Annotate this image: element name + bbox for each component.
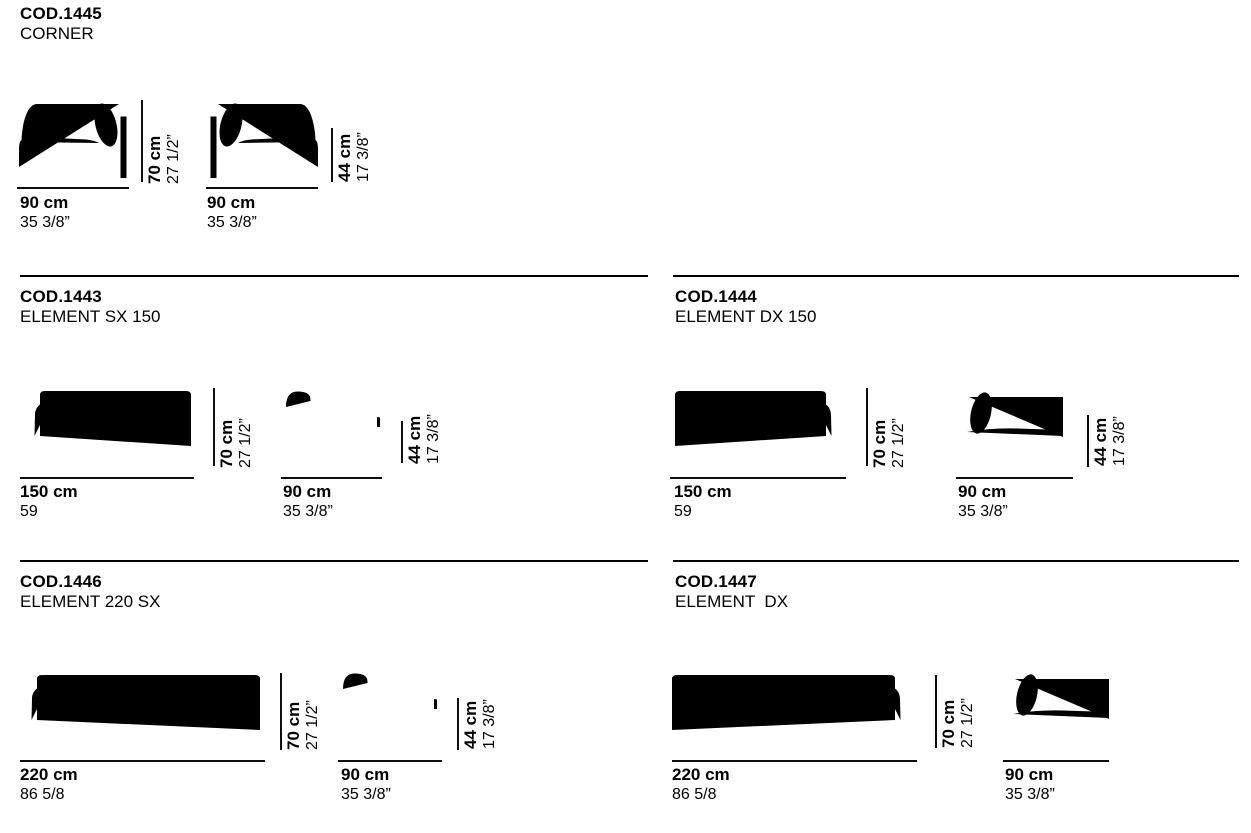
product-name: ELEMENT DX 150 <box>675 307 817 326</box>
width-cm: 150 cm <box>674 482 732 501</box>
width-dimension-line <box>338 760 442 762</box>
height-inches: 17 3/8” <box>1111 416 1128 466</box>
sofa-side-view-drawing <box>338 668 439 750</box>
sofa-corner-front-dx-drawing <box>205 99 321 183</box>
height-cm: 70 cm <box>145 135 164 184</box>
width-dimension-line <box>20 477 194 479</box>
height-dimension-line <box>457 698 459 750</box>
product-name: CORNER <box>20 24 94 43</box>
product-code: COD.1447 <box>675 572 757 591</box>
width-cm: 220 cm <box>20 765 78 784</box>
width-inches: 35 3/8” <box>283 503 333 520</box>
section-header-1446 <box>20 572 160 612</box>
height-inches: 27 1/2” <box>304 700 321 750</box>
height-inches: 17 3/8” <box>481 699 498 749</box>
product-name: ELEMENT DX <box>675 592 789 611</box>
height-dimension-line <box>401 421 403 463</box>
height-cm: 70 cm <box>217 419 236 468</box>
width-dimension-line <box>206 187 318 189</box>
width-dimension-line <box>670 477 846 479</box>
height-inches: 27 1/2” <box>165 134 182 184</box>
width-inches: 59 <box>20 503 38 520</box>
width-dimension-line <box>20 760 265 762</box>
width-dimension-line <box>1003 760 1109 762</box>
product-name: ELEMENT 220 SX <box>20 592 161 611</box>
sofa-side-view-drawing <box>281 386 382 468</box>
width-cm: 90 cm <box>20 193 69 212</box>
height-dimension-line <box>213 388 215 466</box>
width-inches: 59 <box>674 503 692 520</box>
section-header-1447 <box>675 572 788 612</box>
section-divider <box>673 275 1239 277</box>
sofa-corner-front-sx-drawing <box>16 99 132 183</box>
height-cm: 70 cm <box>870 419 889 468</box>
sofa-2seat-front-dx-drawing <box>671 388 845 466</box>
width-inches: 35 3/8” <box>207 214 257 231</box>
width-cm: 90 cm <box>207 193 256 212</box>
width-cm: 220 cm <box>672 765 730 784</box>
height-cm: 70 cm <box>939 699 958 748</box>
section-header-1444 <box>675 287 816 327</box>
height-dimension-line <box>331 128 333 182</box>
sofa-3seat-front-dx-drawing <box>668 672 914 750</box>
product-code: COD.1446 <box>20 572 102 591</box>
width-inches: 86 5/8 <box>20 786 65 803</box>
height-cm: 70 cm <box>284 701 303 750</box>
height-cm: 44 cm <box>1091 417 1110 466</box>
width-cm: 90 cm <box>341 765 390 784</box>
height-inches: 27 1/2” <box>890 418 907 468</box>
height-inches: 17 3/8” <box>355 132 372 182</box>
height-cm: 44 cm <box>335 133 354 182</box>
width-cm: 90 cm <box>283 482 332 501</box>
width-dimension-line <box>17 187 129 189</box>
section-divider <box>20 275 648 277</box>
height-dimension-line <box>866 388 868 466</box>
height-dimension-line <box>280 673 282 750</box>
width-cm: 90 cm <box>958 482 1007 501</box>
product-code: COD.1445 <box>20 4 102 23</box>
height-dimension-line <box>141 100 143 182</box>
product-code: COD.1444 <box>675 287 757 306</box>
section-divider <box>673 560 1239 562</box>
product-code: COD.1443 <box>20 287 102 306</box>
section-divider <box>20 560 648 562</box>
width-inches: 35 3/8” <box>958 503 1008 520</box>
width-inches: 35 3/8” <box>341 786 391 803</box>
height-inches: 27 1/2” <box>237 418 254 468</box>
width-dimension-line <box>281 477 382 479</box>
section-header-1443 <box>20 287 160 327</box>
width-inches: 35 3/8” <box>1005 786 1055 803</box>
sofa-3seat-front-drawing <box>18 672 264 750</box>
sofa-corner-side-view-drawing <box>1002 670 1120 750</box>
sofa-corner-side-view-drawing <box>956 388 1074 468</box>
width-inches: 86 5/8 <box>672 786 717 803</box>
sofa-2seat-front-drawing <box>21 388 195 466</box>
section-header-1445 <box>20 4 102 44</box>
height-inches: 27 1/2” <box>959 698 976 748</box>
width-cm: 90 cm <box>1005 765 1054 784</box>
height-cm: 44 cm <box>405 415 424 464</box>
height-dimension-line <box>935 675 937 748</box>
height-inches: 17 3/8” <box>425 414 442 464</box>
height-dimension-line <box>1087 415 1089 467</box>
width-inches: 35 3/8” <box>20 214 70 231</box>
width-dimension-line <box>956 477 1073 479</box>
width-dimension-line <box>672 760 917 762</box>
height-cm: 44 cm <box>461 700 480 749</box>
width-cm: 150 cm <box>20 482 78 501</box>
product-name: ELEMENT SX 150 <box>20 307 161 326</box>
